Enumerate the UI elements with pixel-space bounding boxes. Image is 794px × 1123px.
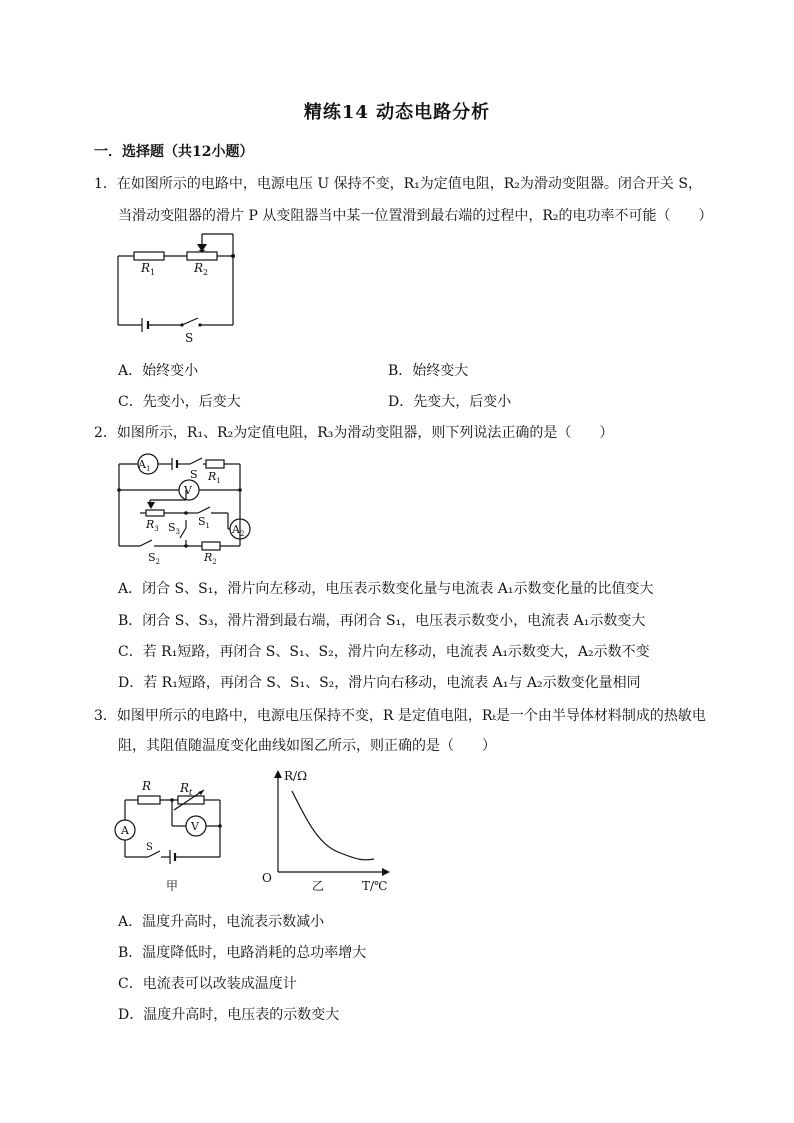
q1-option-d[interactable]: D．先变大，后变小 bbox=[388, 394, 512, 410]
q2-s-label: S bbox=[190, 468, 198, 481]
section-heading: 一．选择题（共12小题） bbox=[94, 144, 254, 160]
q3-yi-caption: 乙 bbox=[312, 879, 325, 893]
q3-rt-thermistor bbox=[178, 796, 204, 804]
q1-option-b[interactable]: B．始终变大 bbox=[388, 363, 469, 379]
q1-option-a[interactable]: A．始终变小 bbox=[118, 363, 199, 379]
q3-circuit-diagram-jia bbox=[108, 770, 228, 896]
q3-resistance-temperature-graph bbox=[258, 764, 398, 896]
q1-switch-label: S bbox=[185, 331, 194, 345]
q3-y-axis-label: R/Ω bbox=[284, 769, 308, 783]
q3-line1: 3．如图甲所示的电路中，电源电压保持不变，R 是定值电阻，Rₜ是一个由半导体材料制成的热敏电 bbox=[94, 708, 706, 724]
q2-option-c[interactable]: C．若 R₁短路，再闭合 S、S₁、S₂，滑片向左移动，电流表 A₁示数变大，A₂示数不变 bbox=[118, 644, 650, 660]
q2-s3-label: $S_3$ bbox=[168, 521, 181, 536]
q2-a1-label: $A_1$ bbox=[138, 458, 151, 473]
q2-v-label: V bbox=[184, 484, 192, 497]
q2-option-b[interactable]: B．闭合 S、S₃，滑片滑到最右端，再闭合 S₁，电压表示数变小，电流表 A₁示数变大 bbox=[118, 613, 646, 629]
q1-circuit-diagram bbox=[110, 228, 250, 348]
q1-option-c[interactable]: C．先变小，后变大 bbox=[118, 394, 241, 410]
q3-option-b[interactable]: B．温度降低时，电路消耗的总功率增大 bbox=[118, 945, 367, 961]
q2-option-d[interactable]: D．若 R₁短路，再闭合 S、S₁、S₂，滑片向右移动，电流表 A₁与 A₂示数变化量相同 bbox=[118, 675, 641, 691]
q2-s2-label: $S_2$ bbox=[148, 551, 161, 566]
page-title: 精练14 动态电路分析 bbox=[303, 102, 491, 123]
q2-a2-label: $A_2$ bbox=[232, 523, 245, 538]
q3-s-label: S bbox=[146, 842, 153, 853]
q3-rt-label: $R_t$ bbox=[180, 781, 193, 797]
q3-option-a[interactable]: A．温度升高时，电流表示数减小 bbox=[118, 914, 325, 930]
q1-r1-resistor bbox=[134, 252, 164, 260]
q1-line2: 当滑动变阻器的滑片 P 从变阻器当中某一位置滑到最右端的过程中，R₂的电功率不可能（ ） bbox=[118, 208, 713, 224]
q3-line2: 阻，其阻值随温度变化曲线如图乙所示，则正确的是（ ） bbox=[118, 738, 496, 754]
q2-r3-label: $R_3$ bbox=[146, 518, 159, 533]
q3-origin-label: O bbox=[262, 871, 272, 885]
q3-r-label: R bbox=[142, 779, 152, 793]
q1-r1-label: $R_1$ bbox=[141, 261, 156, 277]
q1-line1: 1．在如图所示的电路中，电源电压 U 保持不变，R₁为定值电阻，R₂为滑动变阻器。闭合开关 S， bbox=[94, 176, 702, 192]
q3-option-d[interactable]: D．温度升高时，电压表的示数变大 bbox=[118, 1007, 340, 1023]
q3-v-label: V bbox=[191, 820, 199, 833]
q2-line1: 2．如图所示，R₁、R₂为定值电阻，R₃为滑动变阻器，则下列说法正确的是（ ） bbox=[94, 425, 614, 441]
q1-r2-label: $R_2$ bbox=[194, 261, 209, 277]
q2-option-a[interactable]: A．闭合 S、S₁，滑片向左移动，电压表示数变化量与电流表 A₁示数变化量的比值变大 bbox=[118, 581, 654, 597]
q3-a-label: A bbox=[121, 824, 129, 837]
q3-option-c[interactable]: C．电流表可以改装成温度计 bbox=[118, 976, 297, 992]
q2-r2-label: $R_2$ bbox=[204, 551, 217, 566]
q2-r1-label: $R_1$ bbox=[208, 470, 221, 485]
q2-circuit-diagram bbox=[110, 448, 260, 570]
q3-curve bbox=[292, 791, 374, 860]
q2-s1-label: $S_1$ bbox=[198, 515, 211, 530]
q3-r-resistor bbox=[138, 796, 160, 804]
q2-r2-resistor bbox=[202, 542, 220, 550]
q3-jia-caption: 甲 bbox=[166, 879, 179, 893]
q3-x-axis-label: T/℃ bbox=[362, 879, 388, 893]
q2-r1-resistor bbox=[206, 460, 224, 468]
q1-r2-rheostat bbox=[187, 252, 217, 260]
q2-r3-rheostat bbox=[146, 510, 164, 516]
